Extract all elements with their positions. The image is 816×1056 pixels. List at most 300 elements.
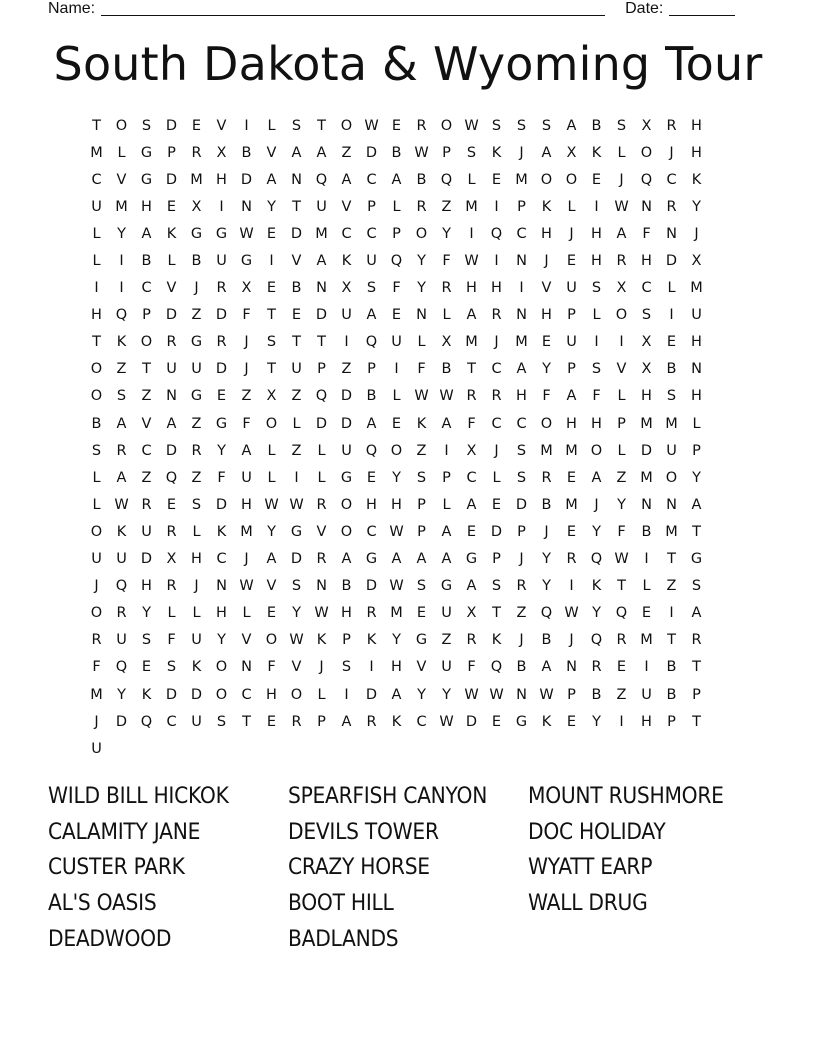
grid-letter: V (266, 578, 277, 595)
grid-letter: Q (540, 605, 553, 622)
grid-letter: D (290, 551, 303, 568)
grid-letter: R (166, 334, 177, 351)
grid-letter: V (216, 117, 227, 134)
grid-letter: R (541, 469, 552, 486)
grid-letter: A (341, 551, 352, 568)
grid-letter: Z (416, 442, 427, 459)
grid-letter: U (116, 632, 127, 649)
grid-letter: L (92, 225, 101, 242)
grid-letter: U (91, 551, 102, 568)
grid-letter: M (565, 496, 578, 513)
grid-letter: E (166, 496, 177, 513)
grid-letter: J (619, 171, 624, 188)
grid-letter: Z (141, 469, 152, 486)
grid-letter: A (441, 551, 452, 568)
grid-letter: R (191, 442, 202, 459)
grid-letter: U (391, 334, 402, 351)
grid-letter: S (366, 280, 377, 297)
grid-letter: Z (616, 469, 627, 486)
grid-letter: S (141, 117, 152, 134)
grid-letter: D (165, 171, 178, 188)
grid-letter: L (92, 469, 101, 486)
grid-letter: K (141, 686, 152, 703)
grid-letter: W (289, 496, 304, 513)
grid-letter: P (617, 415, 626, 432)
grid-letter: M (315, 225, 328, 242)
grid-letter: U (341, 442, 352, 459)
grid-letter: Q (390, 253, 403, 270)
grid-letter: E (266, 605, 277, 622)
grid-letter: R (616, 253, 627, 270)
grid-letter: L (442, 307, 451, 324)
grid-letter: I (619, 334, 624, 351)
grid-letter: X (191, 198, 202, 215)
grid-letter: B (641, 523, 652, 540)
grid-letter: S (491, 578, 502, 595)
grid-letter: L (617, 442, 626, 459)
grid-letter: J (544, 253, 549, 270)
grid-letter: Q (115, 307, 128, 324)
grid-letter: W (314, 605, 329, 622)
grid-letter: J (519, 551, 524, 568)
grid-letter: O (90, 361, 103, 378)
grid-letter: R (166, 523, 177, 540)
grid-letter: X (691, 253, 702, 270)
grid-letter: E (491, 171, 502, 188)
grid-letter: Y (592, 523, 601, 540)
grid-letter: D (365, 144, 378, 161)
grid-letter: U (341, 307, 352, 324)
grid-letter: A (616, 225, 627, 242)
grid-letter: H (491, 280, 502, 297)
grid-letter: Y (217, 632, 226, 649)
grid-letter: B (416, 171, 427, 188)
grid-letter: S (191, 496, 202, 513)
grid-letter: M (465, 198, 478, 215)
grid-letter: K (116, 523, 127, 540)
grid-letter: A (391, 686, 402, 703)
grid-letter: Q (315, 171, 328, 188)
grid-letter: A (366, 307, 377, 324)
grid-letter: D (365, 686, 378, 703)
grid-letter: P (417, 496, 426, 513)
grid-letter: L (442, 496, 451, 513)
grid-letter: T (692, 713, 701, 730)
grid-letter: L (192, 605, 201, 622)
grid-letter: O (140, 334, 153, 351)
word-list-item: MOUNT RUSHMORE (528, 783, 724, 809)
grid-letter: R (216, 280, 227, 297)
grid-letter: E (191, 117, 202, 134)
grid-letter: A (691, 496, 702, 513)
grid-letter: N (516, 307, 527, 324)
grid-letter: G (515, 713, 528, 730)
grid-letter: L (317, 469, 326, 486)
grid-letter: N (241, 659, 252, 676)
grid-letter: Q (640, 171, 653, 188)
grid-letter: V (116, 171, 127, 188)
grid-letter: X (641, 117, 652, 134)
grid-letter: T (617, 578, 626, 595)
grid-letter: Y (292, 605, 301, 622)
grid-letter: Y (392, 469, 401, 486)
grid-letter: Z (341, 361, 352, 378)
grid-letter: R (116, 605, 127, 622)
grid-letter: I (644, 551, 649, 568)
grid-letter: Z (116, 361, 127, 378)
grid-letter: L (317, 686, 326, 703)
grid-letter: R (516, 578, 527, 595)
grid-letter: Q (140, 713, 153, 730)
grid-letter: G (190, 225, 203, 242)
grid-letter: G (140, 144, 153, 161)
grid-letter: P (367, 198, 376, 215)
grid-letter: H (391, 496, 402, 513)
grid-letter: Y (267, 198, 276, 215)
grid-letter: B (516, 659, 527, 676)
word-list (48, 779, 768, 957)
grid-letter: J (669, 144, 674, 161)
grid-letter: L (192, 523, 201, 540)
grid-letter: I (569, 578, 574, 595)
grid-letter: O (90, 605, 103, 622)
grid-letter: K (366, 632, 377, 649)
grid-letter: U (216, 253, 227, 270)
grid-letter: W (289, 632, 304, 649)
grid-letter: I (669, 605, 674, 622)
grid-letter: E (491, 496, 502, 513)
grid-letter: F (442, 253, 451, 270)
grid-letter: A (241, 442, 252, 459)
grid-letter: V (616, 361, 627, 378)
grid-letter: Z (516, 605, 527, 622)
grid-letter: V (341, 198, 352, 215)
grid-letter: X (341, 280, 352, 297)
grid-letter: Y (267, 523, 276, 540)
grid-letter: W (464, 117, 479, 134)
grid-letter: U (441, 605, 452, 622)
grid-letter: V (291, 253, 302, 270)
grid-letter: H (191, 551, 202, 568)
grid-letter: Q (490, 225, 503, 242)
grid-letter: G (440, 578, 453, 595)
grid-letter: A (566, 388, 577, 405)
grid-letter: A (266, 171, 277, 188)
grid-letter: A (441, 415, 452, 432)
grid-letter: L (392, 388, 401, 405)
grid-letter: G (340, 469, 353, 486)
grid-letter: Y (417, 280, 426, 297)
grid-letter: S (491, 117, 502, 134)
grid-letter: A (466, 578, 477, 595)
grid-letter: U (566, 280, 577, 297)
grid-letter: W (389, 578, 404, 595)
grid-letter: I (594, 334, 599, 351)
grid-letter: H (641, 388, 652, 405)
grid-letter: B (341, 578, 352, 595)
grid-letter: H (691, 144, 702, 161)
grid-letter: U (191, 361, 202, 378)
grid-letter: C (516, 225, 527, 242)
grid-letter: Z (291, 442, 302, 459)
grid-letter: T (242, 713, 251, 730)
grid-letter: G (190, 388, 203, 405)
grid-letter: A (391, 551, 402, 568)
grid-letter: E (616, 659, 627, 676)
grid-letter: R (316, 496, 327, 513)
grid-letter: S (216, 713, 227, 730)
grid-letter: R (416, 117, 427, 134)
grid-letter: L (417, 334, 426, 351)
grid-letter: L (592, 307, 601, 324)
grid-letter: P (692, 442, 701, 459)
grid-letter: D (490, 523, 503, 540)
grid-letter: H (641, 713, 652, 730)
grid-letter: E (266, 713, 277, 730)
grid-letter: K (116, 334, 127, 351)
grid-letter: C (216, 551, 227, 568)
grid-letter: E (466, 523, 477, 540)
grid-letter: D (215, 361, 228, 378)
grid-letter: Y (692, 198, 701, 215)
grid-letter: U (316, 198, 327, 215)
grid-letter: H (216, 171, 227, 188)
grid-letter: S (116, 388, 127, 405)
grid-letter: X (216, 144, 227, 161)
grid-letter: E (391, 307, 402, 324)
grid-letter: R (191, 144, 202, 161)
grid-letter: F (542, 388, 551, 405)
grid-letter: V (241, 632, 252, 649)
grid-letter: I (394, 361, 399, 378)
grid-letter: Q (165, 469, 178, 486)
grid-letter: P (367, 361, 376, 378)
grid-letter: T (467, 361, 476, 378)
grid-letter: S (166, 659, 177, 676)
grid-letter: Q (315, 388, 328, 405)
word-list-item: WYATT EARP (528, 854, 653, 881)
grid-letter: E (391, 117, 402, 134)
grid-letter: D (340, 388, 353, 405)
page-title: South Dakota & Wyoming Tour (53, 37, 763, 91)
grid-letter: I (119, 253, 124, 270)
grid-letter: X (641, 361, 652, 378)
grid-letter: H (541, 225, 552, 242)
grid-letter: W (389, 523, 404, 540)
grid-letter: G (690, 551, 703, 568)
grid-letter: Q (365, 442, 378, 459)
grid-letter: L (467, 171, 476, 188)
grid-letter: F (467, 415, 476, 432)
grid-letter: X (616, 280, 627, 297)
grid-letter: I (94, 280, 99, 297)
grid-letter: O (90, 523, 103, 540)
grid-letter: C (366, 171, 377, 188)
grid-letter: R (566, 551, 577, 568)
grid-letter: D (215, 307, 228, 324)
grid-letter: H (641, 253, 652, 270)
grid-letter: D (665, 253, 678, 270)
word-search-grid (84, 112, 709, 762)
grid-letter: B (591, 686, 602, 703)
grid-letter: Y (417, 686, 426, 703)
grid-letter: P (167, 144, 176, 161)
grid-letter: J (194, 280, 199, 297)
grid-letter: J (494, 442, 499, 459)
grid-letter: N (316, 280, 327, 297)
grid-letter: A (141, 225, 152, 242)
grid-letter: M (515, 334, 528, 351)
grid-letter: L (317, 442, 326, 459)
grid-letter: E (366, 469, 377, 486)
grid-letter: H (591, 225, 602, 242)
grid-letter: J (519, 144, 524, 161)
grid-letter: Q (115, 659, 128, 676)
grid-letter: U (91, 740, 102, 757)
grid-letter: N (516, 253, 527, 270)
grid-letter: H (266, 686, 277, 703)
grid-letter: T (692, 523, 701, 540)
grid-letter: Z (191, 469, 202, 486)
grid-letter: R (666, 198, 677, 215)
grid-letter: H (341, 605, 352, 622)
grid-letter: H (466, 280, 477, 297)
grid-letter: O (90, 388, 103, 405)
grid-letter: S (416, 469, 427, 486)
grid-letter: R (116, 442, 127, 459)
grid-letter: H (566, 415, 577, 432)
grid-letter: J (319, 659, 324, 676)
grid-letter: W (439, 388, 454, 405)
grid-letter: P (667, 713, 676, 730)
grid-letter: R (466, 388, 477, 405)
grid-letter: E (391, 415, 402, 432)
grid-letter: B (666, 686, 677, 703)
grid-letter: B (291, 280, 302, 297)
grid-letter: C (466, 469, 477, 486)
grid-letter: E (566, 253, 577, 270)
grid-letter: F (242, 415, 251, 432)
grid-letter: K (491, 144, 502, 161)
grid-letter: S (691, 578, 702, 595)
grid-letter: U (241, 469, 252, 486)
grid-letter: U (191, 713, 202, 730)
grid-letter: L (667, 280, 676, 297)
grid-letter: N (666, 496, 677, 513)
name-label: Name: (48, 0, 96, 17)
word-list-item: DEVILS TOWER (288, 818, 439, 845)
grid-letter: H (516, 388, 527, 405)
grid-letter: Z (241, 388, 252, 405)
grid-letter: K (391, 713, 402, 730)
grid-letter: W (364, 117, 379, 134)
grid-letter: Y (542, 361, 551, 378)
grid-letter: K (591, 144, 602, 161)
grid-letter: N (216, 578, 227, 595)
grid-letter: U (666, 442, 677, 459)
grid-letter: O (640, 144, 653, 161)
grid-letter: Y (442, 225, 451, 242)
grid-letter: A (366, 415, 377, 432)
grid-letter: Z (191, 307, 202, 324)
grid-letter: S (91, 442, 102, 459)
grid-letter: D (290, 225, 303, 242)
grid-letter: Y (442, 686, 451, 703)
grid-letter: W (489, 686, 504, 703)
grid-letter: Q (365, 334, 378, 351)
grid-letter: D (140, 551, 153, 568)
grid-letter: M (390, 605, 403, 622)
grid-letter: L (92, 496, 101, 513)
grid-letter: E (666, 334, 677, 351)
grid-letter: S (516, 469, 527, 486)
grid-letter: S (666, 388, 677, 405)
grid-letter: Y (217, 442, 226, 459)
grid-letter: K (216, 523, 227, 540)
grid-letter: L (267, 117, 276, 134)
grid-letter: Y (417, 253, 426, 270)
grid-letter: H (241, 496, 252, 513)
grid-letter: P (317, 361, 326, 378)
grid-letter: B (591, 117, 602, 134)
grid-letter: U (641, 686, 652, 703)
grid-letter: F (242, 307, 251, 324)
grid-letter: O (615, 307, 628, 324)
grid-letter: A (516, 361, 527, 378)
grid-letter: P (492, 551, 501, 568)
grid-letter: I (269, 253, 274, 270)
grid-letter: P (442, 469, 451, 486)
grid-letter: F (467, 659, 476, 676)
grid-letter: J (494, 334, 499, 351)
grid-letter: W (564, 605, 579, 622)
grid-letter: L (392, 198, 401, 215)
word-list-item: SPEARFISH CANYON (288, 783, 488, 809)
grid-letter: O (390, 442, 403, 459)
grid-letter: A (541, 659, 552, 676)
grid-letter: B (141, 253, 152, 270)
grid-letter: S (641, 307, 652, 324)
grid-letter: E (141, 659, 152, 676)
word-list-item: CRAZY HORSE (288, 854, 430, 881)
name-blank-line (101, 0, 605, 16)
grid-letter: C (666, 171, 677, 188)
grid-letter: D (165, 117, 178, 134)
grid-letter: A (591, 469, 602, 486)
grid-letter: I (469, 225, 474, 242)
grid-letter: R (491, 307, 502, 324)
grid-letter: I (119, 280, 124, 297)
grid-letter: J (569, 225, 574, 242)
grid-letter: X (441, 334, 452, 351)
grid-letter: U (291, 361, 302, 378)
grid-letter: E (641, 605, 652, 622)
grid-letter: C (516, 415, 527, 432)
grid-letter: N (641, 198, 652, 215)
grid-letter: U (366, 253, 377, 270)
grid-letter: K (341, 253, 352, 270)
grid-letter: D (640, 442, 653, 459)
grid-letter: Y (592, 605, 601, 622)
grid-letter: M (640, 469, 653, 486)
grid-letter: U (691, 307, 702, 324)
grid-letter: G (290, 523, 303, 540)
grid-letter: L (617, 144, 626, 161)
grid-letter: F (392, 280, 401, 297)
grid-letter: A (316, 253, 327, 270)
grid-letter: P (567, 686, 576, 703)
grid-letter: F (417, 361, 426, 378)
